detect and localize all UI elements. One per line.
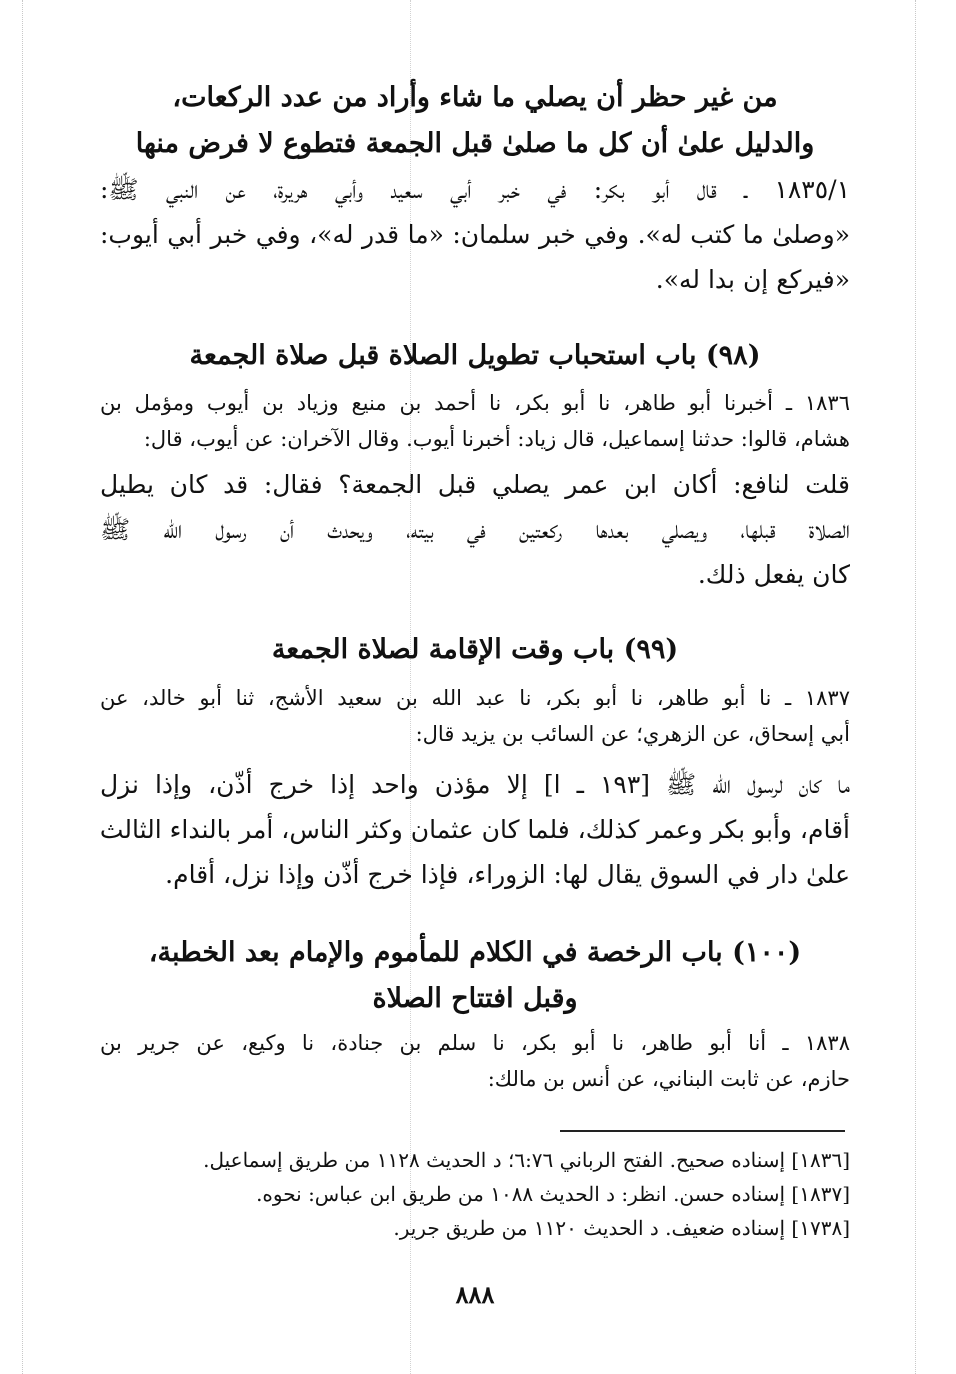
- chapter-99-title: [100, 627, 850, 673]
- matn-line: كان يفعل ذلك.: [697, 560, 850, 589]
- chapter-98-isnad: [100, 385, 850, 457]
- hadith-1835: [100, 167, 850, 302]
- footnote: [١٧٣٨] إسناده ضعيف. د الحديث ١١٢٠ من طريق جرير.: [393, 1216, 850, 1240]
- chapter-98-matn: [100, 462, 850, 597]
- footnote-separator: [560, 1130, 845, 1132]
- text-line: «وصلىٰ ما كتب له». وفي خبر سلمان: «ما قدر له»، وفي خبر أبي أيوب:: [100, 220, 850, 249]
- chapter-99-matn: [100, 762, 850, 897]
- footnote: [١٨٣٦] إسناده صحيح. الفتح الرباني ٦:٧٦؛ د الحديث ١١٢٨ من طريق إسماعيل.: [203, 1148, 850, 1172]
- chapter-title: (١٠٠) باب الرخصة في الكلام للمأموم والإمام بعد الخطبة،: [148, 937, 802, 968]
- chapter-title: وقبل افتتاح الصلاة: [372, 983, 578, 1014]
- isnad-line: أبي إسحاق، عن الزهري؛ عن السائب بن يزيد قال:: [415, 722, 850, 746]
- matn-line: قلت لنافع: أكان ابن عمر يصلي قبل الجمعة؟ فقال: قد كان يطيل: [100, 470, 850, 499]
- isnad-line: ١٨٣٦ ـ أخبرنا أبو طاهر، نا أبو بكر، نا أحمد بن منيع وزياد بن أيوب ومؤمل بن: [100, 391, 850, 415]
- scan-guide-line: [22, 0, 23, 1374]
- isnad-line: حازم، عن ثابت البناني، عن أنس بن مالك:: [487, 1067, 850, 1091]
- scan-guide-line: [915, 0, 916, 1374]
- chapter-98-title: [100, 333, 850, 379]
- page-number: ٨٨٨: [455, 1280, 495, 1309]
- isnad-line: هشام، قالوا: حدثنا إسماعيل، قال زياد: أخبرنا أيوب. وقال الآخران: عن أيوب، قال:: [143, 427, 850, 451]
- heading-line: والدليل علىٰ أن كل ما صلىٰ قبل الجمعة فتطوع لا فرض منها: [135, 128, 815, 159]
- chapter-100-title: [100, 930, 850, 1022]
- footnotes: [100, 1143, 850, 1245]
- isnad-line: ١٨٣٨ ـ أنا أبو طاهر، نا أبو بكر، نا سلم بن جنادة، نا وكيع، عن جرير بن: [100, 1031, 850, 1055]
- matn-line: أقام، وأبو بكر وعمر كذلك، فلما كان عثمان وكثر الناس، أمر بالنداء الثالث: [100, 815, 850, 844]
- chapter-title: (٩٩) باب وقت الإقامة لصلاة الجمعة: [271, 634, 679, 665]
- chapter-99-isnad: [100, 680, 850, 752]
- text-line: «فيركع إن بدا له».: [655, 265, 850, 294]
- matn-line: علىٰ دار في السوق يقال لها: الزوراء، فإذا خرج أذّن وإذا نزل، أقام.: [165, 860, 850, 889]
- matn-line: ما كان لرسول الله ﷺ [١٩٣ ـ ا] إلا مؤذن واحد إذا خرج أذّن، وإذا نزل: [100, 770, 850, 799]
- top-heading: [100, 75, 850, 167]
- isnad-line: ١٨٣٧ ـ نا أبو طاهر، نا أبو بكر، نا عبد الله بن سعيد الأشج، ثنا أبو خالد، عن: [100, 686, 850, 710]
- chapter-100-isnad: [100, 1025, 850, 1097]
- heading-line: من غير حظر أن يصلي ما شاء وأراد من عدد الركعات،: [172, 82, 778, 113]
- text-line: ١٨٣٥/١ ـ قال أبو بكر: في خبر أبي سعيد وأبي هريرة، عن النبي ﷺ:: [100, 175, 850, 204]
- matn-line: الصلاة قبلها، ويصلي بعدها ركعتين في بيته، ويحدث أن رسول الله ﷺ: [100, 515, 850, 544]
- footnote: [١٨٣٧] إسناده حسن. انظر: د الحديث ١٠٨٨ من طريق ابن عباس: نحوه.: [256, 1182, 850, 1206]
- chapter-title: (٩٨) باب استحباب تطويل الصلاة قبل صلاة الجمعة: [189, 340, 761, 371]
